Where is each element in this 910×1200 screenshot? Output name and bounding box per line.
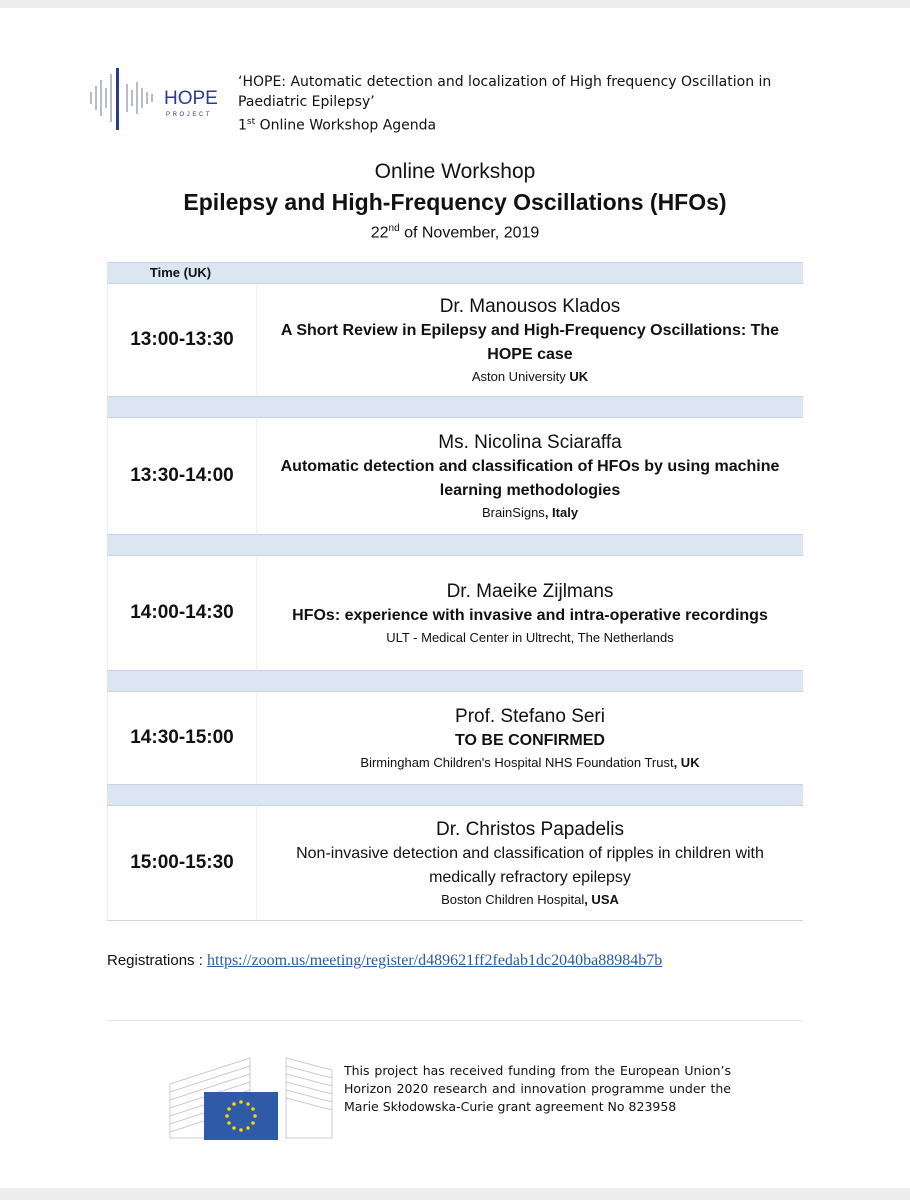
session-speaker: Prof. Stefano Seri <box>455 705 605 727</box>
time-column-header: Time (UK) <box>149 265 212 280</box>
document-page <box>0 8 910 1188</box>
agenda-separator <box>107 534 803 556</box>
european-commission-logo <box>166 1054 336 1142</box>
registration-line <box>107 952 662 970</box>
session-time: 15:00-15:30 <box>108 806 257 920</box>
session-speaker: Dr. Manousos Klados <box>439 295 621 317</box>
session-talk-title: A Short Review in Epilepsy and High-Frequency Oscillations: The <box>280 321 780 339</box>
project-title-line1: ‘HOPE: Automatic detection and localization of High frequency Oscillation in <box>238 74 772 90</box>
workshop-date: 22nd of November, 2019 <box>370 223 540 242</box>
svg-text:HOPE: HOPE <box>164 88 218 109</box>
session-talk-title: TO BE CONFIRMED <box>455 731 605 749</box>
agenda-row <box>107 556 803 670</box>
session-talk-title-cont: learning methodologies <box>439 481 621 499</box>
footer-divider <box>107 1020 803 1021</box>
agenda-label: 1st Online Workshop Agenda <box>238 117 437 134</box>
agenda-table <box>107 262 803 921</box>
session-time: 13:30-14:00 <box>108 418 257 534</box>
session-details <box>257 430 803 523</box>
hope-project-logo <box>88 64 228 134</box>
session-institution: Boston Children Hospital, USA <box>441 891 619 907</box>
agenda-row <box>107 692 803 784</box>
session-talk-title: HFOs: experience with invasive and intra-operative recordings <box>292 606 768 624</box>
session-talk-title-cont: medically refractory epilepsy <box>429 868 631 886</box>
workshop-subtitle: Online Workshop <box>374 160 536 183</box>
session-details <box>257 817 803 910</box>
registration-label: Registrations : <box>107 952 208 969</box>
project-header <box>238 72 818 136</box>
agenda-separator <box>107 784 803 806</box>
session-time: 14:30-15:00 <box>108 692 257 784</box>
session-time: 13:00-13:30 <box>108 284 257 396</box>
session-talk-title: Non-invasive detection and classification of ripples in children with <box>296 844 764 862</box>
session-speaker: Dr. Christos Papadelis <box>436 818 624 840</box>
agenda-separator <box>107 396 803 418</box>
session-institution: Aston University UK <box>471 368 589 384</box>
funding-statement: This project has received funding from the European Union’s Horizon 2020 research and innovation programme under the Marie Skłodowska-Curie grant agreement No 823958 <box>344 1063 731 1114</box>
agenda-separator <box>107 670 803 692</box>
agenda-row <box>107 284 803 396</box>
session-time: 14:00-14:30 <box>108 556 257 670</box>
agenda-row <box>107 418 803 534</box>
session-speaker: Ms. Nicolina Sciaraffa <box>438 431 622 453</box>
session-institution: BrainSigns, Italy <box>481 504 579 520</box>
agenda-header-row <box>107 262 803 284</box>
session-details <box>257 294 803 387</box>
session-talk-title: Automatic detection and classification of HFOs by using machine <box>280 457 780 475</box>
project-title-line2: Paediatric Epilepsy’ <box>238 94 375 110</box>
registration-link[interactable]: https://zoom.us/meeting/register/d489621ff2fedab1dc2040ba88984b7b <box>207 952 663 969</box>
svg-text:PROJECT: PROJECT <box>166 112 213 118</box>
session-institution: Birmingham Children's Hospital NHS Foundation Trust, UK <box>360 754 700 770</box>
session-details <box>257 579 803 648</box>
workshop-title: Epilepsy and High-Frequency Oscillations (HFOs) <box>183 189 727 215</box>
session-speaker: Dr. Maeike Zijlmans <box>446 580 614 602</box>
agenda-row <box>107 806 803 921</box>
session-details <box>257 704 803 773</box>
session-talk-title-cont: HOPE case <box>487 345 573 363</box>
session-institution: ULT - Medical Center in Ultrecht, The Netherlands <box>386 629 674 645</box>
workshop-titles <box>0 158 910 244</box>
